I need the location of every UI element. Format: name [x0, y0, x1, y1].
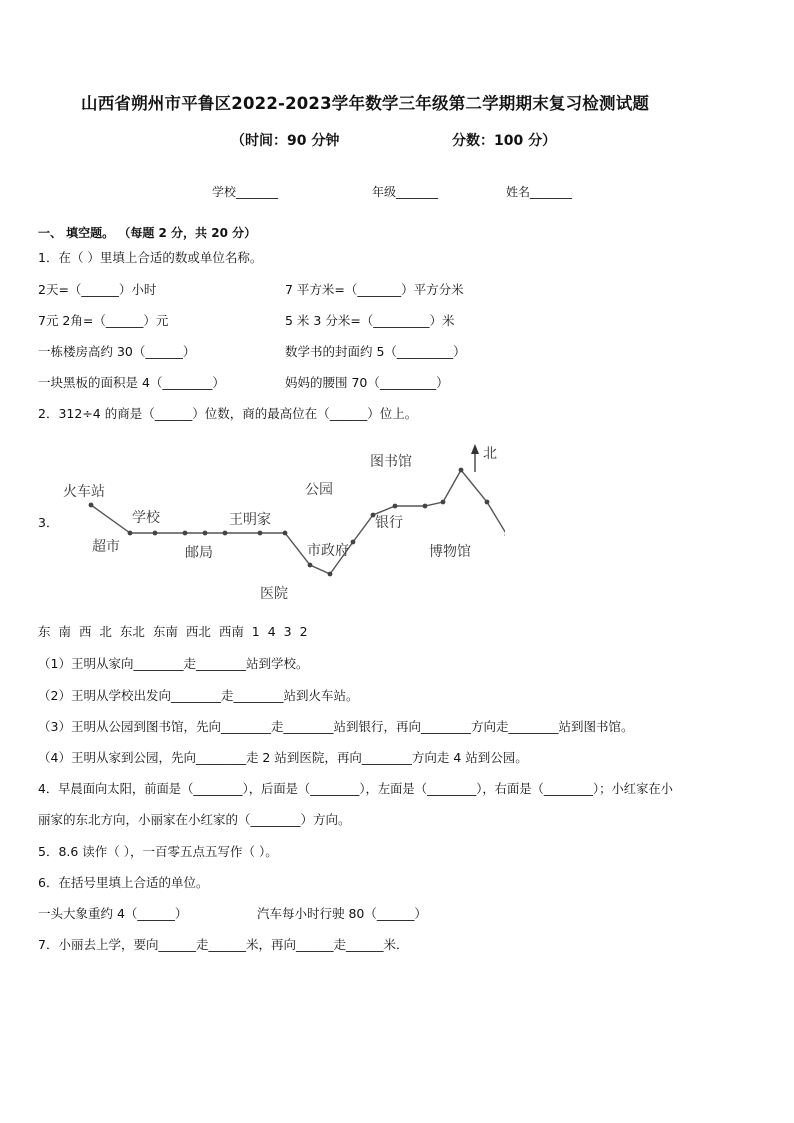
q1-item-d: 5 米 3 分米=（_________）米: [285, 313, 455, 328]
node-wangmingjia: [283, 531, 288, 536]
node: [308, 563, 313, 568]
q4-line2: 丽家的东北方向，小丽家在小红家的（________）方向。: [38, 812, 351, 827]
section-heading: 一、 填空题。 （每题 2 分，共 20 分）: [38, 226, 257, 240]
q1-stem: 1．在（ ）里填上合适的数或单位名称。: [38, 250, 263, 265]
q3-sub1: （1）王明从家向________走________站到学校。: [38, 656, 309, 671]
route-map-figure: [55, 440, 505, 610]
node: [153, 531, 158, 536]
q3-sub3: （3）王明从公园到图书馆，先向________走________站到银行，再向________方向走________站到图书馆。: [38, 719, 634, 734]
q4-line1: 4．早晨面向太阳，前面是（________），后面是（________），左面是（________），右面是（________）；小红家在小: [38, 782, 673, 796]
label-youju: 邮局: [185, 545, 213, 561]
q3-sub2: （2）王明从学校出发向________走________站到火车站。: [38, 688, 359, 703]
q5-stem: 5．8.6 读作（ ），一百零五点五写作（ ）。: [38, 844, 278, 859]
node-tushuguan: [459, 468, 464, 473]
q1-item-h: 妈妈的腰围 70（_________）: [285, 375, 449, 390]
node: [485, 500, 490, 505]
label-tushuguan: 图书馆: [370, 454, 412, 470]
exam-time: （时间：90 分钟: [231, 133, 340, 149]
label-gongyuan: 公园: [305, 482, 333, 498]
node-yiyuan: [328, 572, 333, 577]
node-youju: [223, 531, 228, 536]
q2-stem: 2．312÷4 的商是（______）位数，商的最高位在（______）位上。: [38, 406, 418, 421]
q3-sub4: （4）王明从家到公园，先向________走 2 站到医院，再向________方向走 4 站到公园。: [38, 750, 528, 765]
q1-item-f: 数学书的封面约 5（_________）: [285, 344, 466, 359]
q1-item-c: 7元 2角=（______）元: [38, 313, 169, 328]
q1-item-a: 2天=（______）小时: [38, 282, 157, 297]
node-xuexiao: [183, 531, 188, 536]
label-chaoshi: 超市: [92, 539, 120, 555]
q1-item-g: 一块黑板的面积是 4（________）: [38, 375, 225, 390]
node: [423, 504, 428, 509]
node-gongyuan: [393, 504, 398, 509]
school-field[interactable]: 学校_______: [212, 185, 279, 199]
q6-stem: 6．在括号里填上合适的单位。: [38, 875, 209, 890]
q6-item-b: 汽车每小时行驶 80（______）: [257, 906, 427, 921]
exam-score: 分数：100 分）: [452, 133, 557, 149]
q3-options: 东 南 西 北 东北 东南 西北 西南 1 4 3 2: [38, 624, 308, 639]
q6-item-a: 一头大象重约 4（______）: [38, 906, 188, 921]
grade-field[interactable]: 年级_______: [372, 185, 439, 199]
north-arrow-head-icon: [471, 444, 479, 454]
name-field[interactable]: 姓名_______: [506, 185, 573, 199]
q1-item-b: 7 平方米=（_______）平方分米: [285, 282, 464, 297]
label-shizhengfu: 市政府: [307, 543, 349, 559]
node-yinhang: [441, 500, 446, 505]
q1-item-e: 一栋楼房高约 30（______）: [38, 344, 196, 359]
q7-stem: 7．小丽去上学，要向______走______米，再向______走______米．: [38, 937, 409, 952]
node-shizhengfu: [351, 540, 356, 545]
node-huochezhan: [89, 503, 94, 508]
label-bowuguan: 博物馆: [429, 544, 471, 560]
page-title: 山西省朔州市平鲁区2022-2023学年数学三年级第二学期期末复习检测试题: [81, 94, 650, 113]
label-yinhang: 银行: [375, 515, 403, 531]
label-wangmingjia: 王明家: [229, 512, 271, 528]
q3-number: 3．: [38, 515, 59, 530]
label-bei: 北: [483, 446, 497, 462]
node: [203, 531, 208, 536]
label-yiyuan: 医院: [260, 586, 288, 602]
label-xuexiao: 学校: [132, 510, 160, 526]
node: [258, 531, 263, 536]
node-chaoshi: [128, 531, 133, 536]
label-huochezhan: 火车站: [63, 484, 105, 500]
